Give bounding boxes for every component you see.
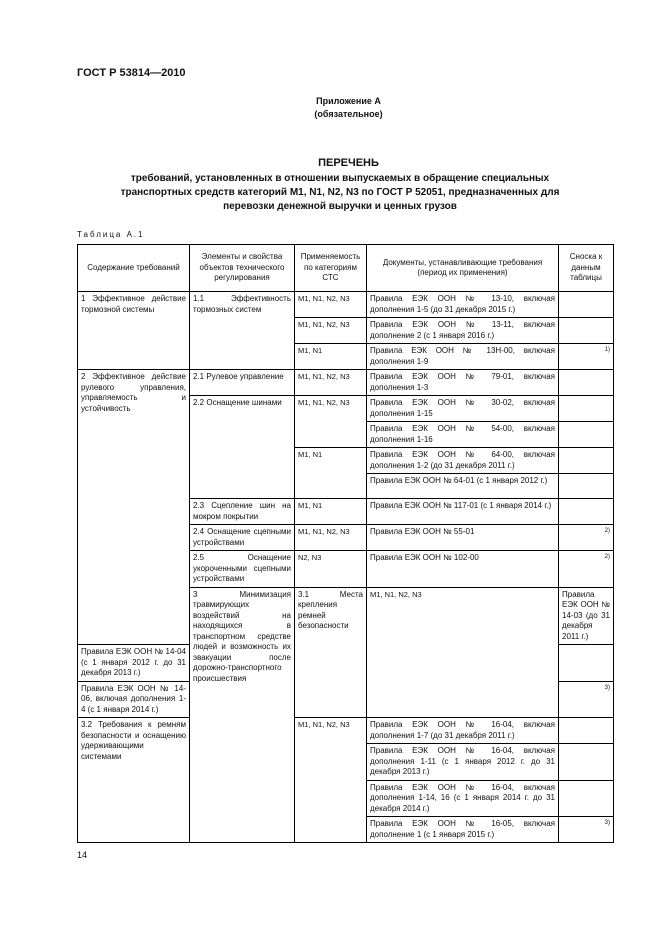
category-cell: M1, N1, N2, N3 bbox=[295, 718, 367, 843]
annex-title: Приложение А bbox=[316, 96, 381, 106]
header-requirements: Содержание требований bbox=[78, 245, 190, 292]
element-cell: 3.2 Требования к ремням безопасности и оснащению удерживающими системами bbox=[78, 718, 190, 843]
requirement-cell: 2 Эффективное действие рулевого управления, управляемость и устойчивость bbox=[78, 370, 190, 645]
footnote-cell: 2) bbox=[559, 551, 614, 588]
category-cell: M1, N1, N2, N3 bbox=[367, 587, 559, 718]
footnote-cell bbox=[559, 370, 614, 396]
document-code: ГОСТ Р 53814—2010 bbox=[77, 67, 186, 79]
document-cell: Правила ЕЭК ООН № 79-01, включая дополнения 1-3 bbox=[367, 370, 559, 396]
element-cell: 2.2 Оснащение шинами bbox=[190, 396, 295, 499]
document-cell: Правила ЕЭК ООН № 30-02, включая дополнения 1-15 bbox=[367, 396, 559, 422]
table-label: Таблица А.1 bbox=[77, 230, 145, 239]
category-cell: M1, N1, N2, N3 bbox=[295, 292, 367, 318]
footnote-cell bbox=[559, 396, 614, 422]
annex-status: (обязательное) bbox=[314, 109, 383, 119]
document-cell: Правила ЕЭК ООН № 16-04, включая дополнения 1-11 (с 1 января 2012 г. до 31 декабря 2013 г.) bbox=[367, 744, 559, 781]
footnote-cell bbox=[559, 474, 614, 499]
requirement-cell: 3 Минимизация травмирующих воздействий на находящихся в транспортном средстве людей и возможность их эвакуации после дорожно-транспортного происшествия bbox=[190, 587, 295, 843]
document-cell: Правила ЕЭК ООН № 13-11, включая дополнение 2 (с 1 января 2016 г.) bbox=[367, 318, 559, 344]
element-cell: 2.4 Оснащение сцепными устройствами bbox=[190, 525, 295, 551]
header-elements: Элементы и свойства объектов технического регулирования bbox=[190, 245, 295, 292]
element-cell: 1.1 Эффективность тормозных систем bbox=[190, 292, 295, 370]
requirement-cell: 1 Эффективное действие тормозной системы bbox=[78, 292, 190, 370]
footnote-cell bbox=[559, 718, 614, 744]
document-cell: Правила ЕЭК ООН № 64-01 (с 1 января 2012 г.) bbox=[367, 474, 559, 499]
category-cell: M1, N1 bbox=[295, 448, 367, 499]
footnote-cell: 3) bbox=[559, 817, 614, 843]
category-cell: N2, N3 bbox=[295, 551, 367, 588]
document-cell: Правила ЕЭК ООН № 14-04 (с 1 января 2012 г. до 31 декабря 2013 г.) bbox=[78, 645, 190, 682]
document-cell: Правила ЕЭК ООН № 14-06, включая дополнения 1-4 (с 1 января 2014 г.) bbox=[78, 681, 190, 718]
footnote-cell: 2) bbox=[559, 525, 614, 551]
requirements-table bbox=[77, 244, 614, 843]
category-cell: M1, N1, N2, N3 bbox=[295, 318, 367, 344]
element-cell: 2.3 Сцепление шин на мокром покрытии bbox=[190, 499, 295, 525]
footnote-cell bbox=[559, 292, 614, 318]
footnote-cell bbox=[559, 422, 614, 448]
element-cell: 3.1 Места крепления ремней безопасности bbox=[295, 587, 367, 718]
page-number: 14 bbox=[77, 850, 88, 860]
footnote-cell bbox=[559, 318, 614, 344]
list-title: ПЕРЕЧЕНЬ bbox=[318, 157, 379, 169]
document-cell: Правила ЕЭК ООН № 16-05, включая дополнение 1 (с 1 января 2015 г.) bbox=[367, 817, 559, 843]
document-cell: Правила ЕЭК ООН № 54-00, включая дополнения 1-16 bbox=[367, 422, 559, 448]
document-cell: Правила ЕЭК ООН № 117-01 (с 1 января 2014 г.) bbox=[367, 499, 559, 525]
table-row bbox=[78, 718, 614, 744]
category-cell: M1, N1 bbox=[295, 344, 367, 370]
document-cell: Правила ЕЭК ООН № 16-04, включая дополнения 1-14, 16 (с 1 января 2014 г. до 31 декабря 2014 г.) bbox=[367, 780, 559, 817]
document-cell: Правила ЕЭК ООН № 13Н-00, включая дополнения 1-9 bbox=[367, 344, 559, 370]
document-cell: Правила ЕЭК ООН № 13-10, включая дополнения 1-5 (до 31 декабря 2015 г.) bbox=[367, 292, 559, 318]
element-cell: 2.1 Рулевое управление bbox=[190, 370, 295, 396]
category-cell: M1, N1, N2, N3 bbox=[295, 525, 367, 551]
document-cell: Правила ЕЭК ООН № 64-00, включая дополнения 1-2 (до 31 декабря 2011 г.) bbox=[367, 448, 559, 474]
footnote-cell bbox=[559, 744, 614, 781]
category-cell: M1, N1, N2, N3 bbox=[295, 370, 367, 396]
category-cell: M1, N1, N2, N3 bbox=[295, 396, 367, 448]
table-row bbox=[78, 370, 614, 396]
footnote-cell bbox=[559, 645, 614, 682]
list-subtitle: требований, установленных в отношении выпускаемых в обращение специальных транспортных средств категорий M1, N1, N2, N3 по ГОСТ Р 52051, предназначенных для перевозки денежной выручки и ценных грузов bbox=[120, 173, 560, 212]
category-cell: M1, N1 bbox=[295, 499, 367, 525]
document-cell: Правила ЕЭК ООН № 55-01 bbox=[367, 525, 559, 551]
header-categories: Применяемость по категориям СТС bbox=[295, 245, 367, 292]
footnote-cell: 3) bbox=[559, 681, 614, 718]
document-cell: Правила ЕЭК ООН № 102-00 bbox=[367, 551, 559, 588]
footnote-cell bbox=[559, 448, 614, 474]
table-header-row bbox=[78, 245, 614, 292]
footnote-cell: 1) bbox=[559, 344, 614, 370]
footnote-cell bbox=[559, 499, 614, 525]
element-cell: 2.5 Оснащение укороченными сцепными устройствами bbox=[190, 551, 295, 588]
header-footnote: Сноска к данным таблицы bbox=[559, 245, 614, 292]
table-row bbox=[78, 292, 614, 318]
footnote-cell bbox=[559, 780, 614, 817]
header-documents: Документы, устанавливающие требования (период их применения) bbox=[367, 245, 559, 292]
document-cell: Правила ЕЭК ООН № 16-04, включая дополнения 1-7 (до 31 декабря 2011 г.) bbox=[367, 718, 559, 744]
document-cell: Правила ЕЭК ООН № 14-03 (до 31 декабря 2011 г.) bbox=[559, 587, 614, 645]
